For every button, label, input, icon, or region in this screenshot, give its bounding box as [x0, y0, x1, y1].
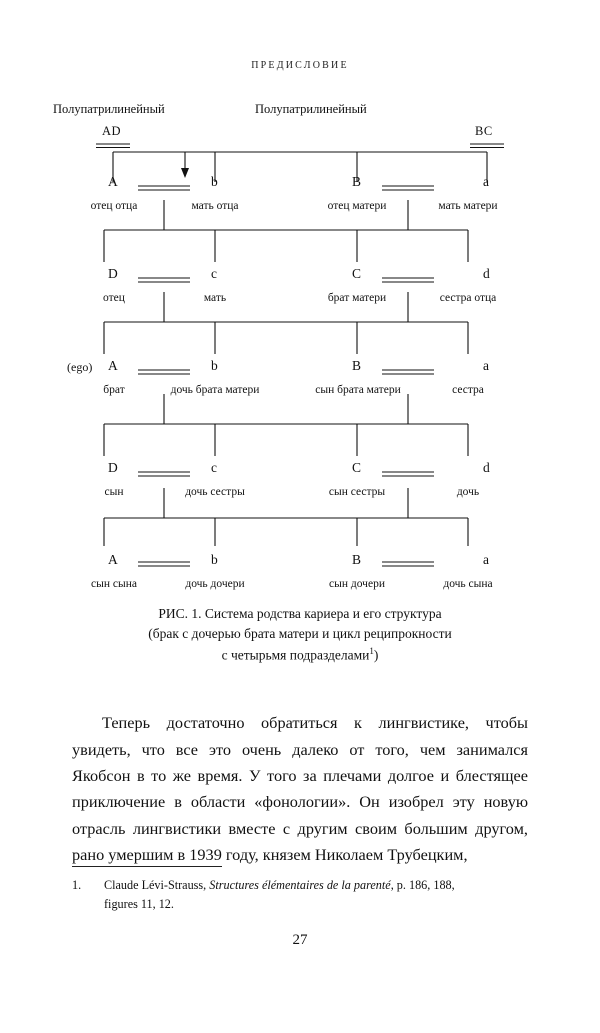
caption-line-2: (брак с дочерью брата матери и цикл реципрокности — [148, 626, 452, 642]
footnote-title: Structures élémentaires de la parenté — [209, 878, 391, 892]
relation-label: сестра отца — [439, 292, 497, 304]
relation-label: сестра — [452, 384, 484, 396]
person-node: d — [483, 460, 490, 475]
relation-label: отец матери — [327, 200, 387, 212]
relation-label: мать отца — [191, 200, 239, 212]
body-paragraph: Теперь достаточно обратиться к лингвистике, чтобы увидеть, что все это очень далеко от того, чем занимался Якобсон в то же время. У того за плечами долгое и блестящее приключение в области «фонологии». Он изобрел эту новую отрасль лингвистики вместе с другим своим большим другом, рано умершим в 1939 году, князем Николаем Трубецким, — [72, 713, 528, 865]
caption-line-3 — [60, 645, 540, 666]
relation-label: брат — [103, 384, 125, 396]
relation-label: сын брата матери — [315, 384, 401, 396]
footnote-divider — [72, 866, 222, 867]
relation-label: отец — [103, 292, 125, 304]
footnote-second-line: figures 11, 12. — [104, 896, 174, 911]
caption-line-3-text: с четырьмя подразделами — [221, 647, 370, 662]
person-node: D — [108, 460, 118, 475]
relation-label: сын — [104, 486, 124, 498]
person-node: b — [211, 358, 218, 373]
relation-label: мать матери — [438, 200, 498, 212]
person-node: C — [352, 266, 362, 281]
person-node-ego: A — [108, 358, 118, 373]
ego-marker: (ego) — [67, 360, 93, 374]
person-node: D — [108, 266, 118, 281]
person-node: A — [108, 552, 118, 567]
relation-label: сын сестры — [328, 486, 386, 498]
footnote-number: 1. — [72, 878, 82, 892]
person-node: a — [483, 358, 489, 373]
footnote-pages: , p. 186, 188, — [390, 878, 455, 892]
relation-label: сын сына — [91, 578, 137, 590]
caption-footnote-marker: 1 — [369, 645, 374, 656]
page-number: 27 — [292, 932, 308, 948]
person-node: c — [211, 460, 217, 475]
person-node: d — [483, 266, 490, 281]
footnote — [72, 876, 528, 914]
relation-label: дочь — [456, 486, 480, 498]
running-head: ПРЕДИСЛОВИЕ — [251, 60, 349, 71]
moiety-code-left: AD — [102, 124, 122, 138]
relation-label: мать — [203, 292, 227, 304]
relation-label: дочь сына — [443, 578, 493, 590]
relation-label: дочь дочери — [185, 578, 245, 590]
relation-label: отец отца — [90, 200, 138, 212]
person-node: c — [211, 266, 217, 281]
relation-label: сын дочери — [329, 578, 385, 590]
moiety-label-left: Полупатрилинейный — [53, 102, 165, 116]
kinship-diagram — [53, 96, 540, 596]
caption-line-1: РИС. 1. Система родства кариера и его структура — [158, 606, 442, 621]
person-node: B — [352, 358, 362, 373]
person-node: b — [211, 174, 218, 189]
person-node: A — [108, 174, 118, 189]
footnote-text — [72, 876, 528, 914]
figure-caption — [60, 604, 540, 665]
person-node: B — [352, 174, 362, 189]
person-node: C — [352, 460, 362, 475]
person-node: b — [211, 552, 218, 567]
person-node: B — [352, 552, 362, 567]
relation-label: дочь брата матери — [170, 384, 260, 396]
person-node: a — [483, 174, 489, 189]
moiety-label-right: Полупатрилинейный — [255, 102, 367, 116]
kinship-diagram-lines — [60, 96, 540, 596]
relation-label: дочь сестры — [185, 486, 245, 498]
moiety-code-right: BC — [475, 124, 493, 138]
caption-line-3-end: ) — [373, 647, 379, 662]
person-node: a — [483, 552, 489, 567]
relation-label: брат матери — [327, 292, 387, 304]
footnote-author: Claude Lévi-Strauss, — [104, 878, 207, 892]
